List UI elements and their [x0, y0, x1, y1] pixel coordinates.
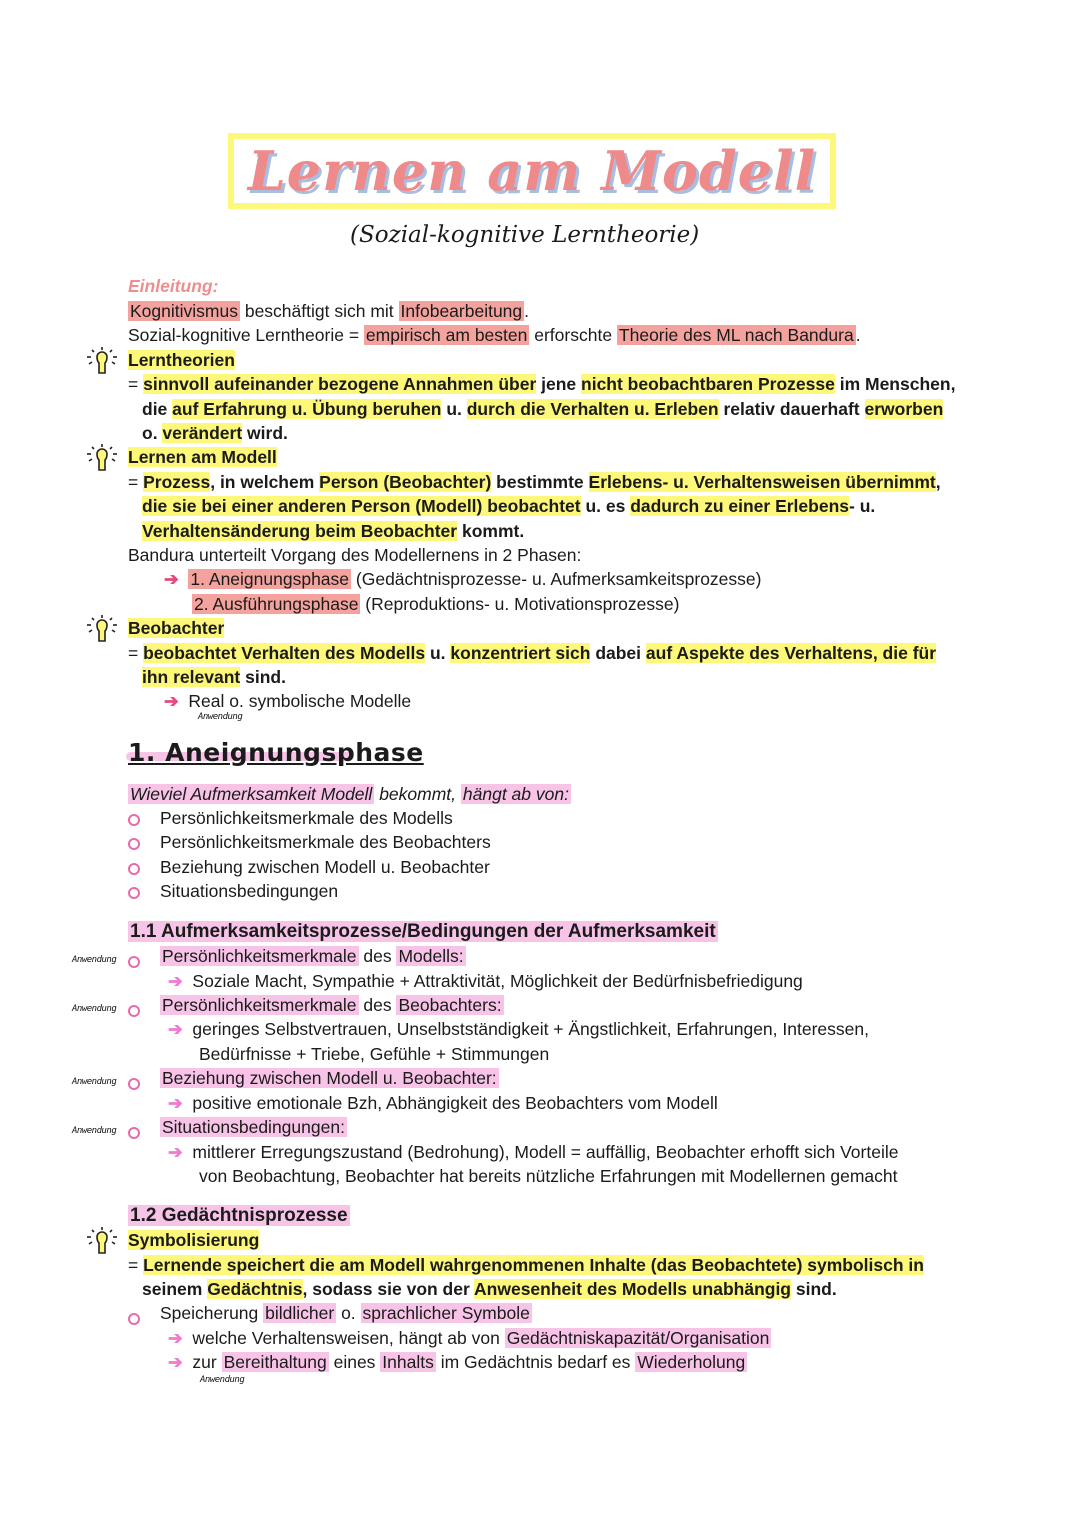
arrow-right-icon: ➔: [168, 1328, 183, 1348]
lightbulb-icon: [84, 613, 120, 647]
circle-bullet-icon: [128, 838, 140, 850]
intro-heading: Einleitung:: [128, 276, 219, 296]
anwendung-note: Anwendung: [200, 1375, 245, 1385]
sub-item: ➔ Soziale Macht, Sympathie + Attraktivität, Möglichkeit der Bedürfnisbefriedigung: [168, 971, 803, 991]
symbol-def-2: seinem Gedächtnis, sodass sie von der Anwesenheit des Modells unabhängig sind.: [142, 1279, 837, 1299]
anwendung-note: Anwendung: [72, 1126, 117, 1136]
section-1-2-heading: 1.2 Gedächtnisprozesse: [130, 1205, 348, 1226]
bandura-line: Bandura unterteilt Vorgang des Modellernens in 2 Phasen:: [128, 545, 582, 565]
real-models-line: ➔ Real o. symbolische Modelle: [164, 691, 412, 711]
lerntheorien-def-2: die auf Erfahrung u. Übung beruhen u. durch die Verhalten u. Erleben relativ dauerhaft erworben: [142, 399, 944, 419]
sub-item: ➔ mittlerer Erregungszustand (Bedrohung), Modell = auffällig, Beobachter erhofft sich Vorteile: [168, 1142, 899, 1162]
intro-line-2: Sozial-kognitive Lerntheorie = empirisch am besten erforschte Theorie des ML nach Bandura .: [128, 325, 861, 345]
section-1-question: Wieviel Aufmerksamkeit Modell bekommt, hängt ab von:: [130, 784, 569, 804]
phase-2-line: 2. Ausführungsphase (Reproduktions- u. Motivationsprozesse): [194, 594, 680, 614]
arrow-right-icon: ➔: [168, 1142, 183, 1162]
title-box: [228, 133, 836, 209]
arrow-right-icon: ➔: [164, 569, 179, 589]
lerntheorien-def-3: o. verändert wird.: [142, 423, 288, 443]
circle-bullet-icon: [128, 814, 140, 826]
list-item: Beziehung zwischen Modell u. Beobachter:: [162, 1068, 497, 1088]
circle-bullet-icon: [128, 863, 140, 875]
lightbulb-icon: [84, 442, 120, 476]
circle-bullet-icon: [128, 1127, 140, 1139]
circle-bullet-icon: [128, 1005, 140, 1017]
lightbulb-icon: [84, 1225, 120, 1259]
term-symbolisierung: Symbolisierung: [128, 1230, 260, 1250]
section-1-1-heading: 1.1 Aufmerksamkeitsprozesse/Bedingungen der Aufmerksamkeit: [130, 921, 716, 942]
anwendung-note: Anwendung: [72, 955, 117, 965]
sub-item: ➔ zur Bereithaltung eines Inhalts im Gedächtnis bedarf es Wiederholung: [168, 1352, 746, 1372]
anwendung-note: Anwendung: [72, 1077, 117, 1087]
lam-def-3: Verhaltensänderung beim Beobachter kommt.: [142, 521, 525, 541]
term-lerntheorien: Lerntheorien: [128, 350, 235, 370]
section-1-heading: 1. Aneignungsphase: [128, 738, 424, 767]
sub-item-cont: von Beobachtung, Beobachter hat bereits nützliche Erfahrungen mit Modellernen gemacht: [199, 1166, 898, 1186]
circle-bullet-icon: [128, 1313, 140, 1325]
page-title: Lernen am Modell: [247, 139, 817, 203]
beob-def-2: ihn relevant sind.: [142, 667, 286, 687]
circle-bullet-icon: [128, 1078, 140, 1090]
arrow-right-icon: ➔: [168, 1019, 183, 1039]
list-item: Situationsbedingungen:: [162, 1117, 345, 1137]
page-subtitle: (Sozial-kognitive Lerntheorie): [350, 222, 700, 248]
phase-1-line: ➔ 1. Aneignungsphase (Gedächtnisprozesse- u. Aufmerksamkeitsprozesse): [164, 569, 762, 589]
term-beobachter: Beobachter: [128, 618, 225, 638]
arrow-right-icon: ➔: [168, 971, 183, 991]
arrow-right-icon: ➔: [168, 1093, 183, 1113]
term-lernen-am-modell: Lernen am Modell: [128, 447, 277, 467]
list-item: Persönlichkeitsmerkmale des Modells: [160, 808, 453, 828]
lightbulb-icon: [84, 345, 120, 379]
sub-item-cont: Bedürfnisse + Triebe, Gefühle + Stimmungen: [199, 1044, 550, 1064]
lerntheorien-def-1: = sinnvoll aufeinander bezogene Annahmen über jene nicht beobachtbaren Prozesse im Menschen,: [128, 374, 956, 394]
intro-line-1: Kognitivismus beschäftigt sich mit Infobearbeitung .: [130, 301, 530, 321]
circle-bullet-icon: [128, 956, 140, 968]
lam-def-2: die sie bei einer anderen Person (Modell) beobachtet u. es dadurch zu einer Erlebens- u.: [142, 496, 876, 516]
circle-bullet-icon: [128, 887, 140, 899]
list-item: Persönlichkeitsmerkmale des Beobachters:: [162, 995, 502, 1015]
list-item: Persönlichkeitsmerkmale des Beobachters: [160, 832, 491, 852]
sub-item: ➔ positive emotionale Bzh, Abhängigkeit des Beobachters vom Modell: [168, 1093, 718, 1113]
anwendung-note: Anwendung: [72, 1004, 117, 1014]
list-item: Speicherung bildlicher o. sprachlicher Symbole: [160, 1303, 530, 1323]
beob-def-1: = beobachtet Verhalten des Modells u. konzentriert sich dabei auf Aspekte des Verhaltens, die für: [128, 643, 937, 663]
list-item: Beziehung zwischen Modell u. Beobachter: [160, 857, 490, 877]
list-item: Persönlichkeitsmerkmale des Modells:: [162, 946, 464, 966]
symbol-def-1: = Lernende speichert die am Modell wahrgenommenen Inhalte (das Beobachtete) symbolisch in: [128, 1255, 924, 1275]
arrow-right-icon: ➔: [164, 691, 179, 711]
anwendung-note: Anwendung: [198, 712, 243, 722]
arrow-right-icon: ➔: [168, 1352, 183, 1372]
sub-item: ➔ welche Verhaltensweisen, hängt ab von Gedächtniskapazität/Organisation: [168, 1328, 770, 1348]
sub-item: ➔ geringes Selbstvertrauen, Unselbstständigkeit + Ängstlichkeit, Erfahrungen, Interessen,: [168, 1019, 869, 1039]
list-item: Situationsbedingungen: [160, 881, 339, 901]
lam-def-1: = Prozess, in welchem Person (Beobachter) bestimmte Erlebens- u. Verhaltensweisen übernimmt,: [128, 472, 941, 492]
